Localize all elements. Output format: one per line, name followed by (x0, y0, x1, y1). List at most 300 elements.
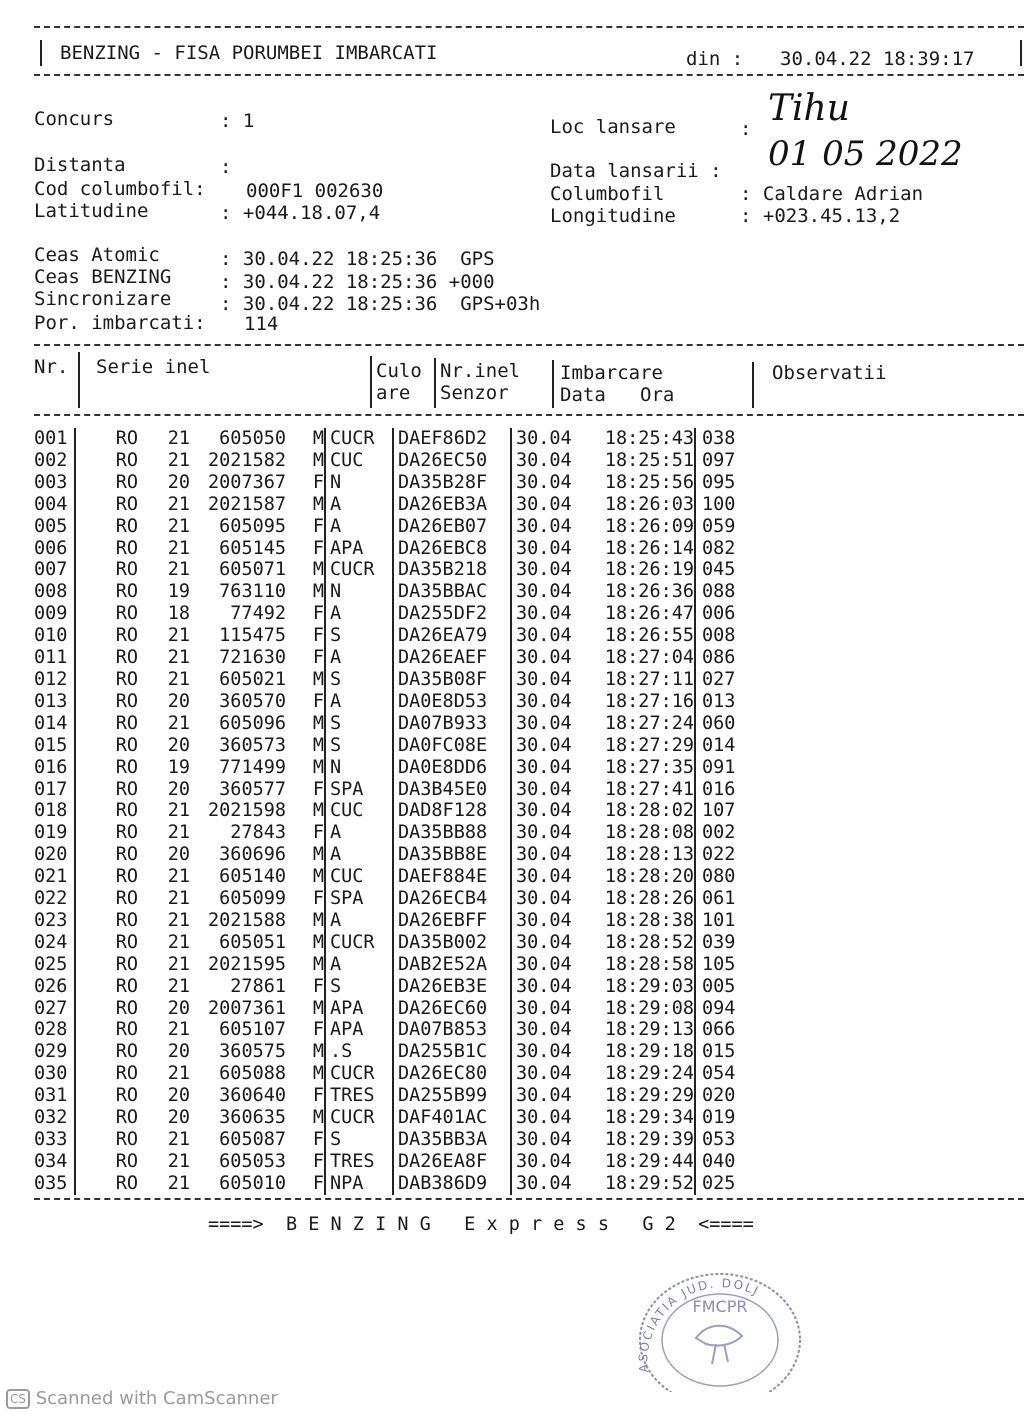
row-country: RO (115, 690, 138, 712)
row-date: 30.04 (516, 559, 572, 581)
row-nr: 001 (34, 428, 75, 450)
row-serial: 115475 (219, 625, 286, 647)
row-time: 18:26:47 (588, 603, 695, 625)
row-color: .S (325, 1041, 393, 1063)
din-label: din : (686, 48, 744, 70)
row-date: 30.04 (516, 449, 572, 471)
row-country: RO (115, 1172, 138, 1194)
row-time: 18:27:11 (588, 669, 695, 691)
row-time: 18:29:52 (588, 1173, 695, 1195)
row-date: 30.04 (516, 1107, 572, 1129)
row-time: 18:28:58 (588, 954, 695, 976)
table-row (34, 822, 762, 844)
row-sex: F (286, 1151, 325, 1173)
row-serial: 605087 (219, 1129, 286, 1150)
row-color: CUC (325, 450, 393, 472)
col-header-nrinel-2: Senzor (440, 382, 509, 404)
row-time: 18:28:02 (588, 800, 695, 822)
distanta-label: Distanta (34, 154, 126, 176)
longitudine-label: Longitudine (550, 205, 676, 227)
row-year: 18 (167, 603, 190, 625)
row-date: 30.04 (516, 1019, 572, 1041)
row-country: RO (115, 1041, 138, 1063)
row-year: 21 (167, 493, 190, 515)
row-time: 18:29:34 (588, 1107, 695, 1129)
row-sex: M (286, 735, 325, 757)
data-lansarii-label: Data lansarii : (550, 160, 722, 182)
row-sex: M (286, 998, 325, 1020)
row-nr: 027 (34, 998, 75, 1020)
row-serial: 2007361 (208, 997, 286, 1019)
table-row (34, 625, 762, 647)
row-country: RO (115, 537, 138, 559)
row-sensor: DA0FC08E (393, 735, 511, 757)
row-serial: 2021582 (208, 449, 286, 471)
row-sensor: DA0E8D53 (393, 691, 511, 713)
row-nr: 013 (34, 691, 75, 713)
row-color: NPA (325, 1173, 393, 1195)
table-bottom-dash (34, 1198, 1024, 1200)
col-header-nrinel-1: Nr.inel (440, 360, 521, 382)
columbofil-label: Columbofil (550, 183, 665, 205)
row-country: RO (115, 515, 138, 537)
row-year: 20 (167, 844, 190, 866)
row-observation: 061 (702, 888, 736, 910)
row-country: RO (115, 449, 138, 471)
top-dash-line (34, 26, 1024, 28)
row-observation: 101 (702, 909, 736, 931)
row-observation: 095 (702, 471, 736, 493)
row-color: CUC (325, 800, 393, 822)
row-year: 20 (167, 997, 190, 1019)
row-sensor: DA26EBFF (393, 910, 511, 932)
association-stamp (620, 1252, 816, 1392)
row-sex: F (286, 538, 325, 560)
row-year: 21 (167, 1172, 190, 1194)
row-color: S (325, 669, 393, 691)
row-country: RO (115, 888, 138, 910)
row-observation: 038 (702, 428, 736, 449)
row-observation: 091 (702, 756, 736, 778)
row-year: 21 (167, 559, 190, 581)
row-observation: 016 (702, 778, 736, 800)
row-country: RO (115, 603, 138, 625)
row-sensor: DAEF884E (393, 866, 511, 888)
row-country: RO (115, 931, 138, 953)
row-nr: 014 (34, 713, 75, 735)
row-color: CUCR (325, 932, 393, 954)
row-country: RO (115, 1019, 138, 1041)
row-color: S (325, 625, 393, 647)
row-sex: F (286, 888, 325, 910)
row-sex: M (286, 932, 325, 954)
row-observation: 080 (702, 866, 736, 888)
table-top-dash (34, 344, 1024, 346)
row-serial: 360575 (219, 1041, 286, 1063)
row-color: A (325, 910, 393, 932)
row-date: 30.04 (516, 493, 572, 515)
cod-value: 000F1 002630 (246, 180, 384, 202)
row-time: 18:29:24 (588, 1063, 695, 1085)
row-observation: 006 (702, 603, 736, 625)
row-time: 18:26:09 (588, 516, 695, 538)
table-row (34, 954, 762, 976)
table-row (34, 910, 762, 932)
row-nr: 008 (34, 581, 75, 603)
row-sensor: DAF401AC (393, 1107, 511, 1129)
row-country: RO (115, 734, 138, 756)
row-color: A (325, 844, 393, 866)
row-date: 30.04 (516, 690, 572, 712)
row-time: 18:28:08 (588, 822, 695, 844)
row-time: 18:28:26 (588, 888, 695, 910)
row-date: 30.04 (516, 471, 572, 493)
row-date: 30.04 (516, 800, 572, 822)
row-time: 18:29:44 (588, 1151, 695, 1173)
row-sex: M (286, 1107, 325, 1129)
row-sensor: DAB386D9 (393, 1173, 511, 1195)
row-date: 30.04 (516, 712, 572, 734)
table-row (34, 1041, 762, 1063)
row-country: RO (115, 471, 138, 493)
table-row (34, 538, 762, 560)
row-time: 18:26:55 (588, 625, 695, 647)
row-year: 19 (167, 756, 190, 778)
row-nr: 002 (34, 450, 75, 472)
row-serial: 360573 (219, 734, 286, 756)
row-serial: 763110 (219, 581, 286, 603)
row-sensor: DAD8F128 (393, 800, 511, 822)
row-serial: 2021587 (208, 493, 286, 515)
row-sensor: DA35BBAC (393, 581, 511, 603)
row-serial: 605095 (219, 515, 286, 537)
row-observation: 013 (702, 690, 736, 712)
row-nr: 023 (34, 910, 75, 932)
row-color: APA (325, 538, 393, 560)
row-date: 30.04 (516, 428, 572, 449)
row-observation: 066 (702, 1019, 736, 1041)
row-nr: 031 (34, 1085, 75, 1107)
row-time: 18:29:39 (588, 1129, 695, 1151)
table-row (34, 866, 762, 888)
row-sensor: DA26EB3A (393, 494, 511, 516)
row-observation: 059 (702, 515, 736, 537)
row-serial: 605053 (219, 1150, 286, 1172)
table-row (34, 559, 762, 581)
table-row (34, 1019, 762, 1041)
row-color: N (325, 757, 393, 779)
camscanner-logo-icon: CS (6, 1389, 30, 1409)
row-observation: 100 (702, 493, 736, 515)
row-date: 30.04 (516, 581, 572, 603)
row-observation: 053 (702, 1129, 736, 1150)
row-serial: 605010 (219, 1172, 286, 1194)
row-color: A (325, 516, 393, 538)
row-year: 20 (167, 1107, 190, 1129)
row-date: 30.04 (516, 888, 572, 910)
row-year: 21 (167, 668, 190, 690)
table-header-dash (34, 414, 1024, 416)
row-country: RO (115, 1107, 138, 1129)
row-country: RO (115, 581, 138, 603)
col-sep-1 (78, 352, 80, 408)
row-sex: F (286, 603, 325, 625)
row-country: RO (115, 668, 138, 690)
row-time: 18:29:18 (588, 1041, 695, 1063)
row-year: 21 (167, 1129, 190, 1150)
din-value: 30.04.22 18:39:17 (780, 48, 975, 70)
row-time: 18:27:29 (588, 735, 695, 757)
row-nr: 026 (34, 976, 75, 998)
row-year: 21 (167, 866, 190, 888)
row-observation: 014 (702, 734, 736, 756)
title-right-bar (1020, 40, 1022, 66)
row-nr: 015 (34, 735, 75, 757)
row-observation: 054 (702, 1063, 736, 1085)
row-sex: M (286, 1041, 325, 1063)
row-country: RO (115, 756, 138, 778)
row-serial: 771499 (219, 756, 286, 778)
row-serial: 605071 (219, 559, 286, 581)
row-nr: 006 (34, 538, 75, 560)
row-color: CUCR (325, 1063, 393, 1085)
table-row (34, 472, 762, 494)
row-year: 20 (167, 734, 190, 756)
row-color: A (325, 647, 393, 669)
title-left-bar (40, 40, 42, 66)
row-color: CUCR (325, 1107, 393, 1129)
row-country: RO (115, 428, 138, 449)
table-row (34, 516, 762, 538)
concurs-label: Concurs (34, 108, 115, 130)
ceas-atomic-value: : 30.04.22 18:25:36 GPS (220, 248, 495, 270)
row-sensor: DA26ECB4 (393, 888, 511, 910)
distanta-value: : (220, 156, 232, 178)
row-country: RO (115, 712, 138, 734)
row-observation: 022 (702, 844, 736, 866)
row-color: A (325, 603, 393, 625)
row-sex: M (286, 494, 325, 516)
row-sex: M (286, 844, 325, 866)
row-observation: 040 (702, 1150, 736, 1172)
row-date: 30.04 (516, 953, 572, 975)
row-time: 18:29:08 (588, 998, 695, 1020)
row-color: SPA (325, 888, 393, 910)
row-serial: 605140 (219, 866, 286, 888)
row-observation: 005 (702, 975, 736, 997)
row-observation: 105 (702, 953, 736, 975)
row-sensor: DA255B1C (393, 1041, 511, 1063)
row-observation: 039 (702, 931, 736, 953)
row-sensor: DA26EBC8 (393, 538, 511, 560)
latitudine-label: Latitudine (34, 200, 149, 222)
row-nr: 003 (34, 472, 75, 494)
row-observation: 019 (702, 1107, 736, 1129)
row-country: RO (115, 822, 138, 844)
longitudine-value: : +023.45.13,2 (740, 205, 901, 227)
row-sensor: DA26EC80 (393, 1063, 511, 1085)
row-date: 30.04 (516, 625, 572, 647)
row-country: RO (115, 1150, 138, 1172)
row-year: 21 (167, 712, 190, 734)
row-date: 30.04 (516, 975, 572, 997)
row-sex: F (286, 1085, 325, 1107)
row-serial: 27843 (230, 822, 286, 844)
stamp-center-text: FMCPR (692, 1297, 748, 1316)
row-country: RO (115, 1129, 138, 1150)
row-country: RO (115, 975, 138, 997)
concurs-value: : 1 (220, 110, 255, 132)
row-color: CUCR (325, 428, 393, 450)
table-row (34, 888, 762, 910)
table-row (34, 1151, 762, 1173)
table-row (34, 1173, 762, 1195)
col-header-serie: Serie inel (96, 356, 211, 378)
row-serial: 2021595 (208, 953, 286, 975)
col-header-imbarcare: Imbarcare (560, 362, 663, 384)
row-serial: 77492 (230, 603, 286, 625)
table-row (34, 713, 762, 735)
row-time: 18:29:03 (588, 976, 695, 998)
sincronizare-value: : 30.04.22 18:25:36 GPS+03h (220, 293, 541, 315)
camscanner-watermark (6, 1388, 278, 1409)
row-nr: 029 (34, 1041, 75, 1063)
row-date: 30.04 (516, 1129, 572, 1150)
row-sex: F (286, 472, 325, 494)
row-observation: 088 (702, 581, 736, 603)
row-sex: F (286, 516, 325, 538)
row-country: RO (115, 866, 138, 888)
row-nr: 019 (34, 822, 75, 844)
row-sensor: DA35BB88 (393, 822, 511, 844)
row-year: 21 (167, 449, 190, 471)
row-serial: 2021598 (208, 800, 286, 822)
row-time: 18:25:51 (588, 450, 695, 472)
row-serial: 360640 (219, 1085, 286, 1107)
row-color: APA (325, 1019, 393, 1041)
row-sensor: DAB2E52A (393, 954, 511, 976)
row-nr: 009 (34, 603, 75, 625)
row-sex: M (286, 800, 325, 822)
row-date: 30.04 (516, 756, 572, 778)
row-observation: 107 (702, 800, 736, 822)
row-sensor: DA26EC60 (393, 998, 511, 1020)
row-date: 30.04 (516, 909, 572, 931)
row-observation: 025 (702, 1172, 736, 1194)
row-sex: M (286, 713, 325, 735)
table-row (34, 581, 762, 603)
row-serial: 360570 (219, 690, 286, 712)
row-color: SPA (325, 779, 393, 801)
row-observation: 008 (702, 625, 736, 647)
row-year: 21 (167, 822, 190, 844)
row-nr: 035 (34, 1173, 75, 1195)
row-year: 21 (167, 1063, 190, 1085)
row-sex: F (286, 976, 325, 998)
row-color: CUC (325, 866, 393, 888)
row-nr: 017 (34, 779, 75, 801)
row-year: 21 (167, 647, 190, 669)
stamp-bird-mark (696, 1326, 742, 1364)
row-time: 18:29:29 (588, 1085, 695, 1107)
row-country: RO (115, 800, 138, 822)
row-time: 18:27:24 (588, 713, 695, 735)
row-sensor: DA35B218 (393, 559, 511, 581)
row-nr: 007 (34, 559, 75, 581)
row-date: 30.04 (516, 1150, 572, 1172)
table-row (34, 998, 762, 1020)
row-date: 30.04 (516, 515, 572, 537)
row-sex: F (286, 691, 325, 713)
data-lansarii-handwritten: 01 05 2022 (768, 134, 963, 174)
row-serial: 721630 (219, 647, 286, 669)
row-year: 19 (167, 581, 190, 603)
latitudine-value: : +044.18.07,4 (220, 202, 381, 224)
row-nr: 018 (34, 800, 75, 822)
row-serial: 605021 (219, 668, 286, 690)
row-sensor: DA26EB3E (393, 976, 511, 998)
camscanner-text: Scanned with CamScanner (35, 1388, 278, 1409)
row-sex: F (286, 1173, 325, 1195)
row-nr: 028 (34, 1019, 75, 1041)
row-time: 18:28:52 (588, 932, 695, 954)
table-row (34, 1129, 762, 1151)
sincronizare-label: Sincronizare (34, 288, 172, 310)
row-nr: 021 (34, 866, 75, 888)
row-time: 18:27:04 (588, 647, 695, 669)
col-header-ora: Ora (640, 384, 675, 406)
col-sep-3 (434, 358, 436, 408)
row-nr: 022 (34, 888, 75, 910)
row-serial: 2021588 (208, 909, 286, 931)
row-sensor: DA26EB07 (393, 516, 511, 538)
row-serial: 2007367 (208, 471, 286, 493)
row-sex: M (286, 757, 325, 779)
row-serial: 360696 (219, 844, 286, 866)
row-date: 30.04 (516, 822, 572, 844)
table-row (34, 428, 762, 450)
por-imbarcati-value: 114 (244, 313, 279, 335)
row-sensor: DA35B28F (393, 472, 511, 494)
table-row (34, 450, 762, 472)
row-date: 30.04 (516, 647, 572, 669)
row-sensor: DA35BB8E (393, 844, 511, 866)
row-color: S (325, 1129, 393, 1151)
row-nr: 011 (34, 647, 75, 669)
ceas-benzing-value: : 30.04.22 18:25:36 +000 (220, 271, 495, 293)
row-date: 30.04 (516, 603, 572, 625)
row-serial: 360635 (219, 1107, 286, 1129)
row-sensor: DA26EA79 (393, 625, 511, 647)
table-row (34, 844, 762, 866)
table-row (34, 603, 762, 625)
row-color: CUCR (325, 559, 393, 581)
row-date: 30.04 (516, 537, 572, 559)
row-country: RO (115, 953, 138, 975)
row-sex: M (286, 450, 325, 472)
row-time: 18:29:13 (588, 1019, 695, 1041)
row-observation: 060 (702, 712, 736, 734)
row-sex: F (286, 1019, 325, 1041)
row-year: 21 (167, 515, 190, 537)
ceas-atomic-label: Ceas Atomic (34, 244, 160, 266)
row-year: 21 (167, 625, 190, 647)
col-header-nr: Nr. (34, 356, 69, 378)
row-observation: 097 (702, 449, 736, 471)
table-row (34, 800, 762, 822)
row-sensor: DA26EC50 (393, 450, 511, 472)
col-header-culoare-2: are (376, 382, 411, 404)
